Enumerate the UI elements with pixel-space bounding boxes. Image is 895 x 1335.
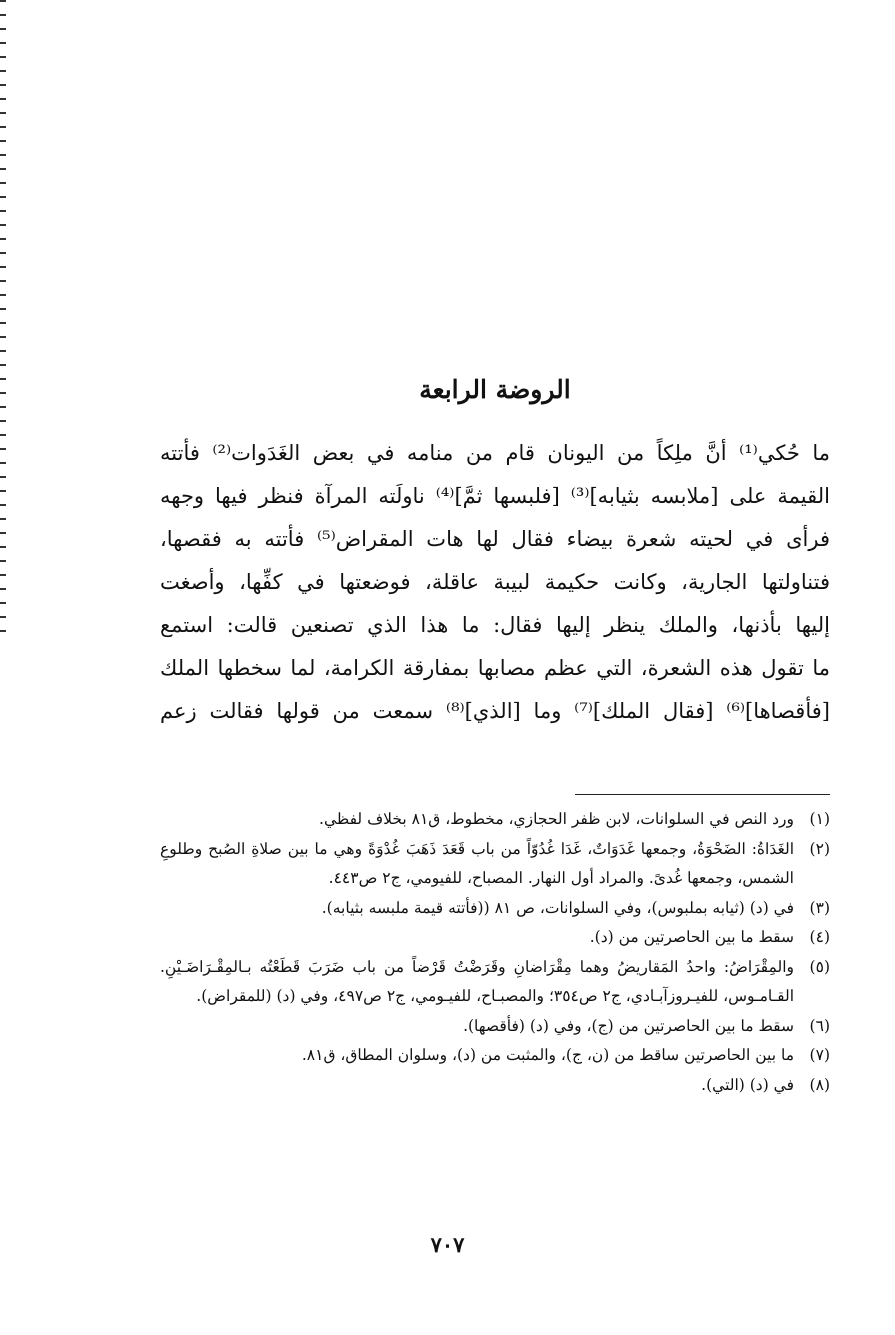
footnote-number: (٥) bbox=[809, 957, 830, 976]
body-line: ما تقول هذه الشعرة، التي عظم مصابها بمفارقة الكرامة، لما سخطها الملك bbox=[160, 656, 830, 680]
footnote bbox=[160, 835, 830, 894]
footnote-text: في (د) (التي). bbox=[701, 1075, 794, 1094]
footnote bbox=[160, 894, 830, 924]
footnote bbox=[160, 1041, 830, 1071]
body-line: ما حُكي⁽¹⁾ أنَّ ملِكاً من اليونان قام من منامه في بعض الغَدَوات⁽²⁾ فأتته bbox=[160, 441, 830, 465]
page-title: الروضة الرابعة bbox=[419, 375, 571, 404]
footnote-text: ورد النص في السلوانات، لابن ظفر الحجازي، مخطوط، ق٨١ بخلاف لفظي. bbox=[319, 810, 794, 828]
footnote-number: (٤) bbox=[809, 928, 830, 946]
footnote-number: (٣) bbox=[809, 898, 830, 917]
footnote bbox=[160, 1012, 830, 1042]
footnote-text: والمِقْرَاضُ: واحدُ المَقاريضُ وهما مِقْرَاضانِ وقَرَضْتُ قَرْضاً من باب ضَرَبَ قَطَعْتُه بـالمِقْـرَاضَـيْنِ. القـامـوس، للفيـروزآبـادي، ج٢ ص٣٥٤؛ والمصبـاح، للفيـومي، ج٢ ص٤٩٧، وفي (د) (للمقراض). bbox=[160, 957, 794, 1005]
footnote bbox=[160, 953, 830, 1012]
footnote-text: الغَدَاةُ: الضَحْوَةُ، وجمعها غَدَوَاتٌ، غَدَا غُدُوّاً من باب قَعَدَ ذَهَبَ غُدْوَةً وهي ما بين صلاةِ الصُبح وطلوعِ الشمس، وجمعها غُدىً. والمراد أول النهار. المصباح، للفيومي، ج٢ ص٤٤٣. bbox=[160, 839, 794, 887]
page-content bbox=[160, 370, 830, 1100]
body-line: القيمة على [ملابسه بثيابه]⁽³⁾ [فلبسها ثمَّ]⁽⁴⁾ ناولَته المرآة فنظر فيها وجهه bbox=[160, 484, 830, 508]
body-line: [فأقصاها]⁽⁶⁾ [فقال الملك]⁽⁷⁾ وما [الذي]⁽⁸⁾ سمعت من قولها فقالت زعم bbox=[160, 699, 830, 723]
body-line: فرأى في لحيته شعرة بيضاء فقال لها هات المقراض⁽⁵⁾ فأتته به فقصها، bbox=[160, 527, 830, 551]
page-number: ٧٠٧ bbox=[430, 1232, 465, 1257]
footnote-text: ما بين الحاصرتين ساقط من (ن، ج)، والمثبت من (د)، وسلوان المطاق، ق٨١. bbox=[301, 1046, 794, 1064]
footnote-separator bbox=[575, 794, 830, 795]
footnote-number: (٢) bbox=[809, 839, 830, 858]
footnote-number: (٨) bbox=[809, 1075, 830, 1094]
footnote-number: (٧) bbox=[809, 1046, 830, 1064]
body-line: إليها بأذنها، والملك ينظر إليها فقال: ما هذا الذي تصنعين قالت: استمع bbox=[160, 613, 830, 637]
footnote-number: (١) bbox=[809, 810, 830, 828]
footnote bbox=[160, 805, 830, 835]
footnote-text: في (د) (ثيابه بملبوس)، وفي السلوانات، ص ٨١ ((فأتته قيمة ملبسه بثيابه). bbox=[321, 898, 794, 917]
body-line: فتناولتها الجارية، وكانت حكيمة لبيبة عاقلة، فوضعتها في كفِّها، وأصغت bbox=[160, 570, 830, 594]
footnote bbox=[160, 923, 830, 953]
footnote-text: سقط ما بين الحاصرتين من (د). bbox=[589, 928, 794, 946]
body-text bbox=[160, 432, 830, 776]
footnote-text: سقط ما بين الحاصرتين من (ج)، وفي (د) (فأقصها). bbox=[463, 1016, 794, 1035]
footnote-number: (٦) bbox=[809, 1016, 830, 1035]
binding-edge-marks bbox=[0, 0, 6, 640]
footnote bbox=[160, 1071, 830, 1101]
footnotes bbox=[160, 805, 830, 1100]
